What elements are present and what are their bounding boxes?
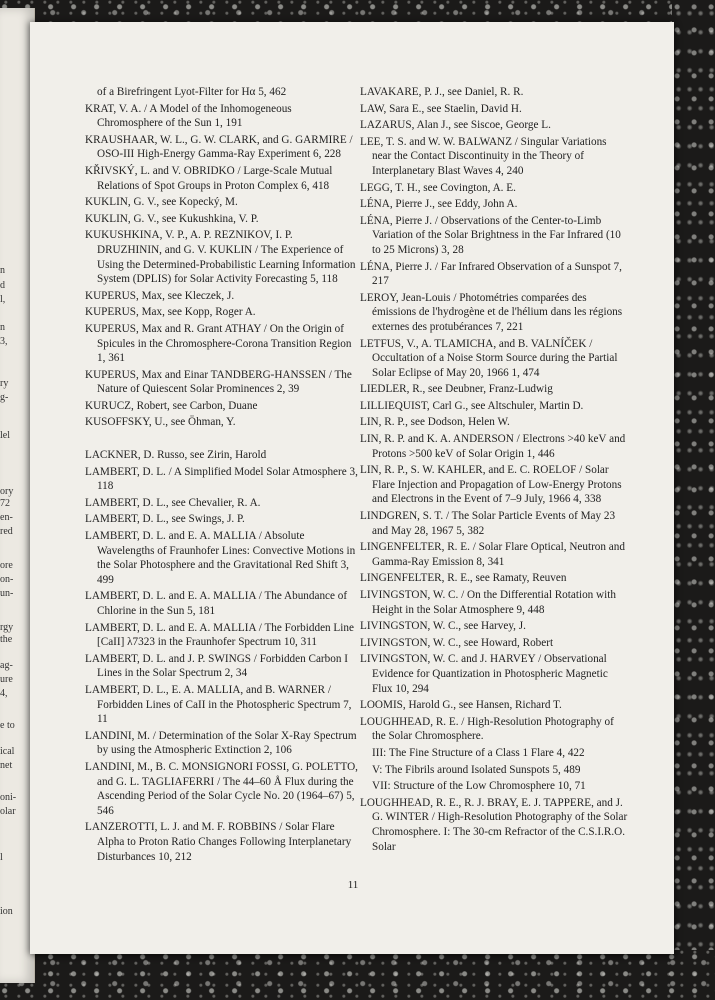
previous-page-text-fragment: n	[0, 265, 5, 276]
book-binding-right	[672, 0, 715, 1000]
index-entry: KUPERUS, Max, see Kleczek, J.	[85, 289, 235, 302]
index-entry: LAMBERT, D. L. / A Simplified Model Solar Atmosphere 3, 118	[85, 465, 358, 493]
index-entry: LIN, R. P., see Dodson, Helen W.	[360, 416, 510, 429]
page-number: 11	[347, 879, 359, 891]
index-entry: LINDGREN, S. T. / The Solar Particle Events of May 23 and May 28, 1967 5, 382	[360, 510, 616, 537]
index-entry: LÉNA, Pierre J. / Observations of the Center-to-Limb Variation of the Solar Brightness in the Far Infrared (10 to 25 Microns) 3, 28	[360, 214, 621, 256]
previous-page-text-fragment: ore	[0, 560, 13, 571]
index-entry: LACKNER, D. Russo, see Zirin, Harold	[85, 449, 267, 462]
index-entry: LEGG, T. H., see Covington, A. E.	[360, 181, 516, 194]
previous-page-text-fragment: g-	[0, 392, 9, 403]
previous-page-text-fragment: un-	[0, 588, 14, 599]
index-entry: KŘIVSKÝ, L. and V. OBRIDKO / Large-Scale Mutual Relations of Spot Groups in Proton Complex 6, 418	[85, 164, 333, 192]
index-entry: KUKUSHKINA, V. P., A. P. REZNIKOV, I. P. DRUZHININ, and G. V. KUKLIN / The Experience of Using the Determined-Probabilistic Learning Information System (DPLIS) for Solar Activity Forecasting 5, 118	[85, 229, 356, 286]
index-entry: LIVINGSTON, W. C., see Howard, Robert	[360, 636, 554, 649]
previous-page-text-fragment: e to	[0, 720, 15, 731]
index-entry: LIN, R. P., S. W. KAHLER, and E. C. ROELOF / Solar Flare Injection and Propagation of Low-Energy Protons and Electrons in the Event of 7–9 July, 1966 4, 338	[360, 464, 622, 506]
previous-page-text-fragment: l	[0, 852, 3, 863]
index-entry: KUPERUS, Max and R. Grant ATHAY / On the Origin of Spicules in the Chromosphere-Corona Transition Region 1, 361	[85, 322, 352, 365]
index-entry: LÉNA, Pierre J., see Eddy, John A.	[360, 198, 518, 211]
previous-page-text-fragment: net	[0, 760, 13, 771]
index-entry: KRAUSHAAR, W. L., G. W. CLARK, and G. GARMIRE / OSO-III High-Energy Gamma-Ray Experiment 6, 228	[85, 133, 353, 161]
index-entry: LAVAKARE, P. J., see Daniel, R. R.	[360, 86, 524, 98]
index-entry: LANZEROTTI, L. J. and M. F. ROBBINS / Solar Flare Alpha to Proton Ratio Changes Following Interplanetary Disturbances 10, 212	[85, 821, 352, 863]
previous-page-text-fragment: oni-	[0, 792, 17, 803]
previous-page-text-fragment: 4,	[0, 688, 8, 699]
index-entry: III: The Fine Structure of a Class 1 Flare 4, 422	[372, 746, 585, 759]
previous-page-text-fragment: en-	[0, 512, 13, 523]
index-entry: LAMBERT, D. L. and E. A. MALLIA / The Forbidden Line [CaII] λ7323 in the Fraunhofer Spectrum 10, 311	[85, 621, 354, 649]
index-entry: LANDINI, M. / Determination of the Solar X-Ray Spectrum by using the Atmospheric Extinction 2, 106	[85, 729, 357, 757]
previous-page-text-fragment: 72	[0, 498, 10, 509]
index-entry: LIVINGSTON, W. C. and J. HARVEY / Observational Evidence for Quantization in Photospheric Magnetic Flux 10, 294	[360, 653, 608, 695]
previous-page-text-fragment: ure	[0, 674, 13, 685]
previous-page-text-fragment: ion	[0, 906, 13, 917]
previous-page-text-fragment: l,	[0, 294, 6, 305]
previous-page-text-fragment: the	[0, 634, 13, 645]
index-entry: V: The Fibrils around Isolated Sunspots 5, 489	[372, 763, 581, 776]
book-binding-bottom	[0, 950, 715, 1000]
index-entry: LAMBERT, D. L., see Swings, J. P.	[85, 513, 245, 526]
index-entry: LAMBERT, D. L., see Chevalier, R. A.	[85, 496, 261, 509]
index-entry: LILLIEQUIST, Carl G., see Altschuler, Martin D.	[360, 399, 584, 412]
letter-section-gap	[85, 432, 358, 448]
index-entry: LETFUS, V., A. TLAMICHA, and B. VALNÍČEK / Occultation of a Noise Storm Source during the Partial Solar Eclipse of May 20, 1966 1, 474	[360, 337, 618, 379]
index-entry: LAMBERT, D. L. and J. P. SWINGS / Forbidden Carbon I Lines in the Solar Spectrum 2, 34	[85, 652, 348, 680]
previous-page-text-fragment: lel	[0, 430, 10, 441]
index-entry: LAMBERT, D. L. and E. A. MALLIA / The Abundance of Chlorine in the Sun 5, 181	[85, 590, 348, 617]
previous-page-text-fragment: n	[0, 322, 5, 333]
index-entry: KUSOFFSKY, U., see Öhman, Y.	[85, 416, 236, 429]
index-entry: LIN, R. P. and K. A. ANDERSON / Electrons >40 keV and Protons >500 keV of Solar Origin 1, 446	[360, 433, 626, 460]
index-entry: KUKLIN, G. V., see Kukushkina, V. P.	[85, 212, 259, 225]
index-entry: LIVINGSTON, W. C. / On the Differential Rotation with Height in the Solar Atmosphere 9, 448	[360, 589, 616, 616]
previous-page-text-fragment: on-	[0, 574, 14, 585]
index-column-left	[85, 85, 358, 866]
previous-page-text-fragment: ory	[0, 486, 14, 497]
previous-page-text-fragment: olar	[0, 806, 16, 817]
index-entry: LOUGHHEAD, R. E., R. J. BRAY, E. J. TAPPERE, and J. G. WINTER / High-Resolution Photography of the Solar Chromosphere. I: The 30-cm Refractor of the C.S.I.R.O. Solar	[360, 796, 628, 853]
index-entry: LAZARUS, Alan J., see Siscoe, George L.	[360, 119, 551, 132]
index-entry: LAW, Sara E., see Staelin, David H.	[360, 102, 522, 115]
index-entry: LOUGHHEAD, R. E. / High-Resolution Photography of the Solar Chromosphere.	[360, 715, 614, 743]
index-entry: LEROY, Jean-Louis / Photométries comparées des émissions de l'hydrogène et de l'hélium dans les régions externes des protubérances 7, 221	[360, 291, 623, 333]
index-entry: LINGENFELTER, R. E., see Ramaty, Reuven	[360, 572, 567, 585]
index-entry: LAMBERT, D. L. and E. A. MALLIA / Absolute Wavelengths of Fraunhofer Lines: Convective Motions in the Solar Photosphere and the Gravitational Red Shift 3, 499	[85, 530, 356, 586]
index-entry: LINGENFELTER, R. E. / Solar Flare Optical, Neutron and Gamma-Ray Emission 8, 341	[360, 541, 625, 568]
index-entry: of a Birefringent Lyot-Filter for Hα 5, 462	[97, 86, 287, 98]
previous-page-text-fragment: red	[0, 526, 13, 537]
index-entry: KUKLIN, G. V., see Kopecký, M.	[85, 196, 238, 209]
index-entry: LAMBERT, D. L., E. A. MALLIA, and B. WARNER / Forbidden Lines of CaII in the Photospheric Spectrum 7, 11	[85, 683, 352, 726]
previous-page-text-fragment: 3,	[0, 336, 8, 347]
previous-page-text-fragment: ical	[0, 746, 15, 757]
index-entry: KUPERUS, Max, see Kopp, Roger A.	[85, 306, 256, 319]
index-entry: LIEDLER, R., see Deubner, Franz-Ludwig	[360, 383, 553, 396]
index-entry: LOOMIS, Harold G., see Hansen, Richard T.	[360, 699, 562, 712]
previous-page-text-fragment: d	[0, 280, 5, 291]
index-column-right	[360, 85, 628, 856]
index-page	[30, 22, 674, 954]
index-entry: KRAT, V. A. / A Model of the Inhomogeneous Chromosphere of the Sun 1, 191	[85, 102, 292, 130]
previous-page-text-fragment: ag-	[0, 660, 13, 671]
index-entry: LEE, T. S. and W. W. BALWANZ / Singular Variations near the Contact Discontinuity in the Theory of Interplanetary Blast Waves 4, 240	[360, 135, 607, 177]
index-entry: LANDINI, M., B. C. MONSIGNORI FOSSI, G. POLETTO, and G. L. TAGLIAFERRI / The 44–60 Å Flux during the Ascending Period of the Solar Cycle No. 20 (1964–67) 5, 546	[85, 760, 358, 817]
index-entry: LÉNA, Pierre J. / Far Infrared Observation of a Sunspot 7, 217	[360, 260, 622, 288]
index-entry: LIVINGSTON, W. C., see Harvey, J.	[360, 620, 526, 633]
index-entry: KUPERUS, Max and Einar TANDBERG-HANSSEN / The Nature of Quiescent Solar Prominences 2, 39	[85, 368, 352, 396]
index-entry: VII: Structure of the Low Chromosphere 10, 71	[372, 780, 586, 793]
previous-page-text-fragment: ry	[0, 378, 9, 389]
index-entry: KURUCZ, Robert, see Carbon, Duane	[85, 399, 258, 412]
previous-page-text-fragment: rgy	[0, 622, 14, 633]
